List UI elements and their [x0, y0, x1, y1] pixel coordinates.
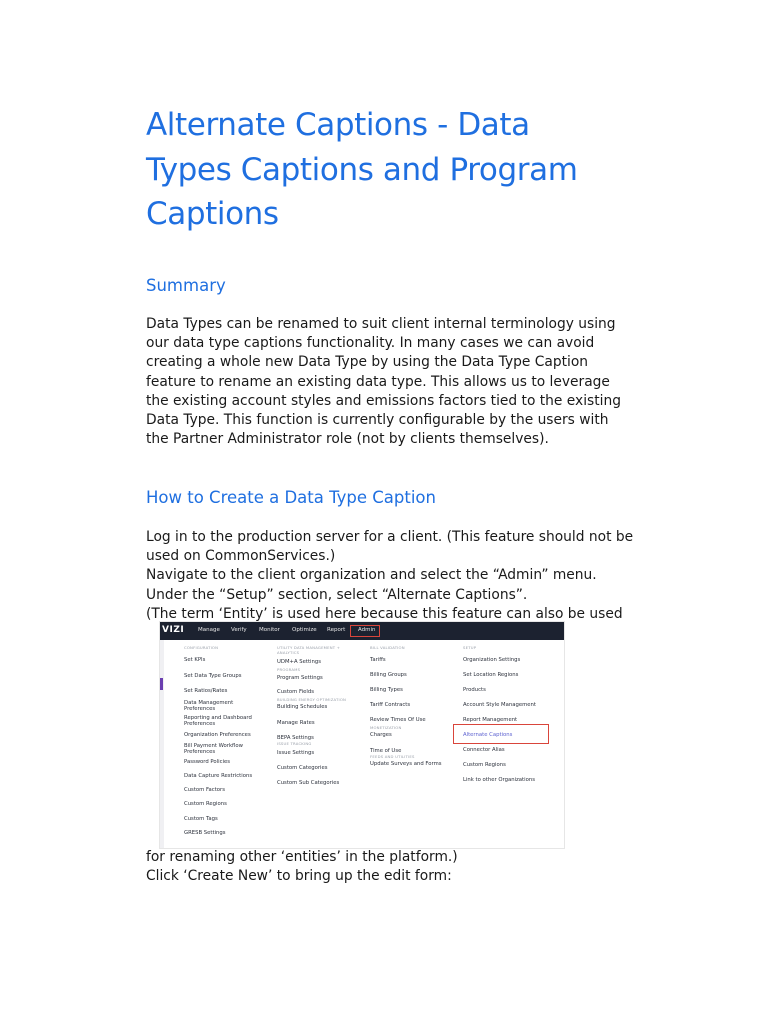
- menu-item[interactable]: Custom Regions: [184, 800, 227, 807]
- menu-item[interactable]: Tariffs: [370, 656, 386, 663]
- howto-line: used on CommonServices.): [146, 548, 336, 565]
- menu-column-bill-validation: [370, 646, 442, 767]
- document-title: Alternate Captions - Data Types Captions and Program Captions: [146, 107, 578, 232]
- menu-item[interactable]: Custom Regions: [463, 761, 506, 768]
- menu-item[interactable]: Charges: [370, 732, 392, 738]
- summary-paragraph: [146, 315, 636, 449]
- alternate-captions-highlight-box: [453, 724, 549, 744]
- column-header: MONETIZATION: [370, 724, 402, 730]
- summary-line: creating a whole new Data Type by using the Data Type Caption: [146, 354, 589, 371]
- menu-item[interactable]: Custom Tags: [184, 815, 218, 822]
- menu-item[interactable]: Billing Groups: [370, 671, 407, 678]
- menu-item[interactable]: Time of Use: [370, 748, 402, 754]
- menu-column-udma: [277, 646, 347, 786]
- menu-item[interactable]: Program Settings: [277, 674, 323, 681]
- nav-report[interactable]: Report: [327, 627, 346, 633]
- menu-item[interactable]: Update Surveys and Forms: [370, 760, 442, 767]
- menu-item-alternate-captions[interactable]: Alternate Captions: [463, 731, 513, 738]
- nav-verify[interactable]: Verify: [231, 627, 247, 633]
- menu-item[interactable]: Link to other Organizations: [463, 776, 535, 783]
- howto-paragraph: [146, 528, 636, 624]
- howto-line: Log in to the production server for a client. (This feature should not be: [146, 529, 634, 545]
- menu-item[interactable]: Set Ratios/Rates: [184, 687, 228, 694]
- after-line: for renaming other ‘entities’ in the platform.): [146, 849, 458, 865]
- menu-item[interactable]: Account Style Management: [463, 701, 536, 708]
- summary-line: the existing account styles and emissions factors tied to the existing: [146, 392, 621, 409]
- menu-item[interactable]: Organization Preferences: [184, 731, 251, 738]
- menu-item[interactable]: Set Data Type Groups: [184, 672, 242, 679]
- menu-item[interactable]: Organization Settings: [463, 656, 521, 663]
- admin-menu-screenshot: [160, 622, 564, 848]
- column-header: BUILDING ENERGY OPTIMIZATION: [277, 696, 347, 702]
- menu-item[interactable]: Data Management Preferences: [184, 699, 234, 712]
- admin-highlight-box: [350, 625, 380, 637]
- app-logo: VIZI: [162, 625, 185, 635]
- menu-item[interactable]: Report Management: [463, 716, 518, 723]
- menu-item[interactable]: Review Times Of Use: [370, 716, 426, 723]
- howto-heading: How to Create a Data Type Caption: [146, 488, 436, 507]
- menu-item[interactable]: Custom Fields: [277, 688, 314, 695]
- howto-line: Navigate to the client organization and select the “Admin” menu.: [146, 567, 597, 584]
- column-header: FEEDS AND UTILITIES: [370, 754, 415, 759]
- summary-line: Data Type. This function is currently configurable by the users with: [146, 412, 609, 429]
- menu-item[interactable]: Building Schedules: [277, 704, 328, 710]
- column-header: PROGRAMS: [277, 667, 301, 672]
- howto-line: (The term ‘Entity’ is used here because this feature can also be used: [146, 605, 623, 622]
- summary-heading: Summary: [146, 276, 226, 295]
- left-strip: [160, 640, 164, 848]
- menu-item[interactable]: Manage Rates: [277, 720, 315, 726]
- nav-optimize[interactable]: Optimize: [292, 627, 317, 633]
- summary-line: feature to rename an existing data type. This allows us to leverage: [146, 373, 610, 390]
- menu-item[interactable]: UDM+A Settings: [277, 659, 321, 665]
- menu-item[interactable]: Bill Payment Workflow Preferences: [184, 742, 243, 755]
- after-paragraph: [146, 848, 636, 886]
- left-marker: [160, 678, 163, 690]
- menu-item[interactable]: Custom Categories: [277, 764, 328, 771]
- column-header: UTILITY DATA MANAGEMENT + ANALYTICS: [277, 645, 341, 655]
- nav-admin[interactable]: Admin: [358, 627, 376, 633]
- menu-item[interactable]: Tariff Contracts: [370, 701, 411, 708]
- nav-monitor[interactable]: Monitor: [259, 627, 280, 633]
- column-header: CONFIGURATION: [184, 645, 219, 650]
- menu-item[interactable]: Billing Types: [370, 686, 403, 693]
- howto-line: Under the “Setup” section, select “Alternate Captions”.: [146, 586, 528, 603]
- summary-line: our data type captions functionality. In many cases we can avoid: [146, 335, 595, 352]
- menu-item[interactable]: Set KPIs: [184, 656, 206, 663]
- menu-item[interactable]: Set Location Regions: [463, 671, 519, 678]
- summary-line: the Partner Administrator role (not by clients themselves).: [146, 431, 549, 448]
- menu-item[interactable]: Data Capture Restrictions: [184, 772, 253, 779]
- menu-column-setup: [463, 646, 536, 783]
- menu-item[interactable]: Password Policies: [184, 758, 231, 765]
- nav-manage[interactable]: Manage: [198, 627, 220, 633]
- menu-column-configuration: [184, 646, 254, 836]
- column-header: BILL VALIDATION: [370, 645, 405, 650]
- menu-item[interactable]: Custom Factors: [184, 786, 225, 793]
- menu-item[interactable]: Products: [463, 686, 486, 693]
- menu-item[interactable]: Issue Settings: [277, 749, 315, 756]
- summary-line: Data Types can be renamed to suit client internal terminology using: [146, 316, 616, 332]
- menu-item[interactable]: GRESB Settings: [184, 829, 226, 836]
- menu-item[interactable]: Connector Alias: [463, 746, 505, 753]
- menu-item[interactable]: Custom Sub Categories: [277, 779, 340, 786]
- column-header: ISSUE TRACKING: [277, 741, 312, 746]
- menu-item[interactable]: BEPA Settings: [277, 735, 314, 741]
- column-header: SETUP: [463, 645, 477, 650]
- menu-item[interactable]: Reporting and Dashboard Preferences: [184, 714, 252, 727]
- after-line: Click ‘Create New’ to bring up the edit form:: [146, 868, 452, 885]
